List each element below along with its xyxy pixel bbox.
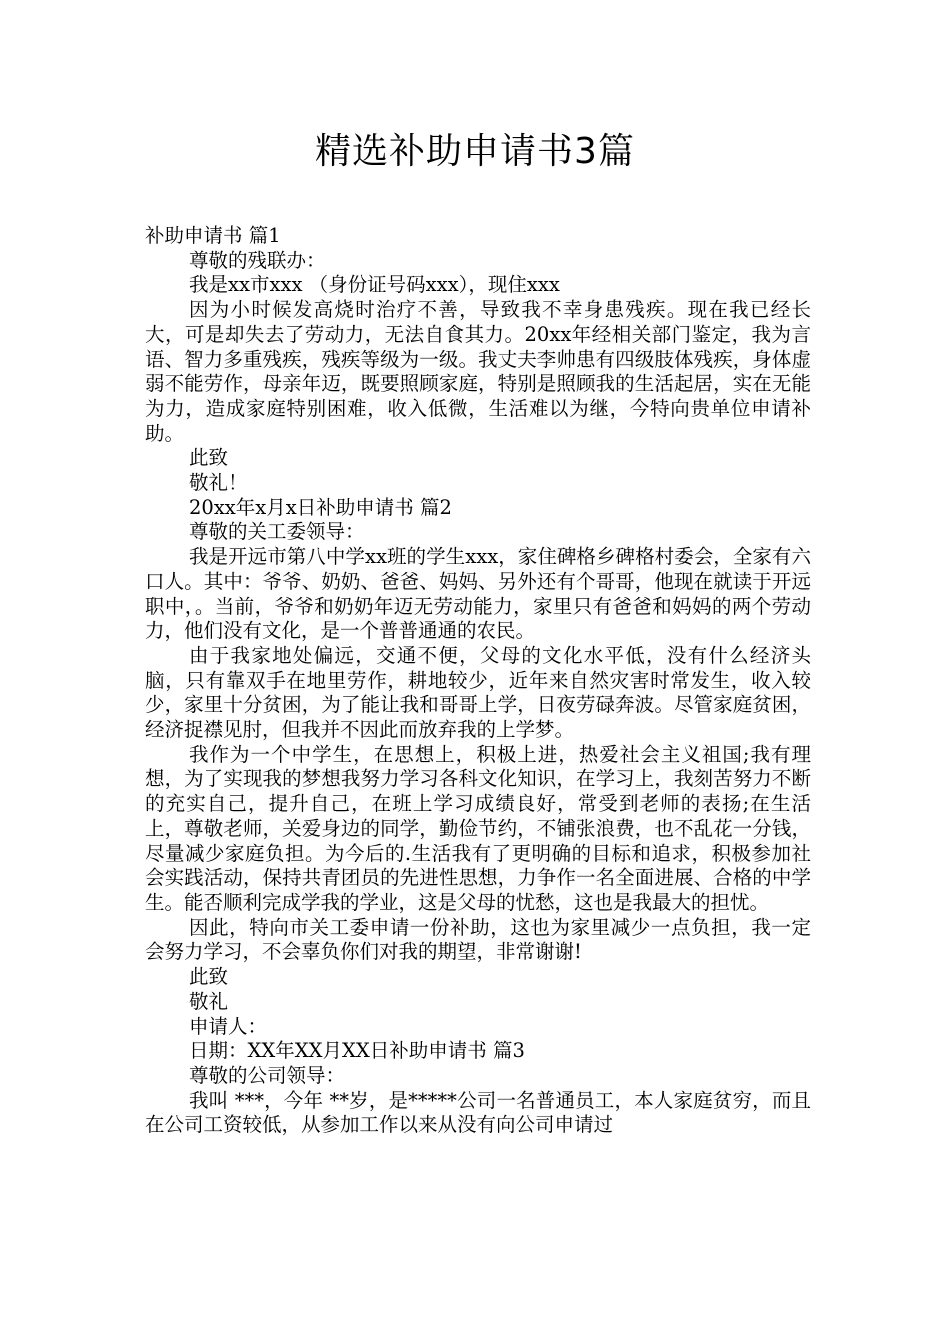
document-body <box>145 224 811 1138</box>
paragraph: 敬礼！ <box>189 471 248 495</box>
paragraph: 此致 <box>189 446 229 470</box>
paragraph: 20xx年x月x日补助申请书 篇2 <box>189 495 452 519</box>
paragraph: 尊敬的残联办： <box>189 248 326 272</box>
paragraph: 因此，特向市关工委申请一份补助，这也为家里减少一点负担，我一定会努力学习，不会辜负你们对我的期望，非常谢谢! <box>145 915 811 964</box>
paragraph: 尊敬的公司领导： <box>189 1063 346 1087</box>
paragraph: 敬礼 <box>189 989 229 1013</box>
paragraph: 因为小时候发高烧时治疗不善，导致我不幸身患残疾。现在我已经长大，可是却失去了劳动力，无法自食其力。20xx年经相关部门鉴定，我为言语、智力多重残疾，残疾等级为一级。我丈夫李帅患有四级肢体残疾，身体虚弱不能劳作，母亲年迈，既要照顾家庭，特别是照顾我的生活起居，实在无能为力，造成家庭特别困难，收入低微，生活难以为继，今特向贵单位申请补助。 <box>145 298 811 445</box>
paragraph: 此致 <box>189 965 229 989</box>
paragraph: 我作为一个中学生，在思想上，积极上进，热爱社会主义祖国;我有理想，为了实现我的梦想我努力学习各科文化知识，在学习上，我刻苦努力不断的充实自己，提升自己，在班上学习成绩良好，常受到老师的表扬;在生活上，尊敬老师，关爱身边的同学，勤俭节约，不铺张浪费，也不乱花一分钱，尽量减少家庭负担。为今后的.生活我有了更明确的目标和追求，积极参加社会实践活动，保持共青团员的先进性思想，力争作一名全面进展、合格的中学生。能否顺利完成学我的学业，这是父母的忧愁，这也是我最大的担忧。 <box>145 742 811 914</box>
document-title: 精选补助申请书3篇 <box>315 131 635 172</box>
paragraph: 补助申请书 篇1 <box>145 224 281 247</box>
paragraph: 由于我家地处偏远，交通不便，父母的文化水平低，没有什么经济头脑，只有靠双手在地里劳作，耕地较少，近年来自然灾害时常发生，收入较少，家里十分贫困，为了能让我和哥哥上学，日夜劳碌奔波。尽管家庭贫困，经济捉襟见肘，但我并不因此而放弃我的上学梦。 <box>145 643 811 742</box>
paragraph: 申请人： <box>189 1014 268 1038</box>
paragraph: 日期：XX年XX月XX日补助申请书 篇3 <box>189 1039 525 1063</box>
paragraph: 尊敬的关工委领导： <box>189 520 365 544</box>
paragraph: 我是xx市xxx （身份证号码xxx），现住xxx <box>189 273 560 297</box>
paragraph: 我是开远市第八中学xx班的学生xxx，家住碑格乡碑格村委会，全家有六口人。其中：爷爷、奶奶、爸爸、妈妈、另外还有个哥哥，他现在就读于开远职中，。当前，爷爷和奶奶年迈无劳动能力，家里只有爸爸和妈妈的两个劳动力，他们没有文化，是一个普普通通的农民。 <box>145 545 811 643</box>
paragraph: 我叫 ***，今年 **岁，是*****公司一名普通员工，本人家庭贫穷，而且在公司工资较低，从参加工作以来从没有向公司申请过 <box>145 1088 811 1137</box>
